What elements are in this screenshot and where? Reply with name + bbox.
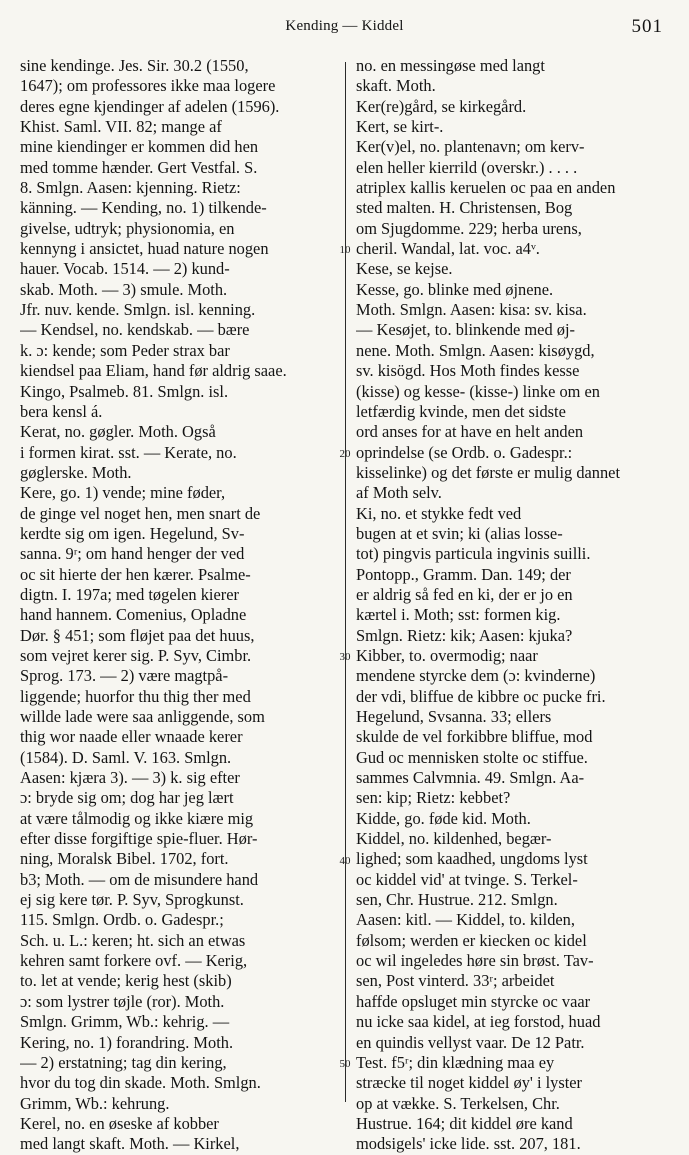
text-line: känning. — Kending, no. 1) tilkende-	[20, 198, 267, 218]
text-line: bera kensl á.	[20, 401, 103, 421]
text-line: thig wor naade eller wnaade kerer	[20, 727, 243, 747]
right-column	[356, 56, 674, 1155]
text-line: nene. Moth. Smlgn. Aasen: kisøygd,	[356, 340, 595, 360]
text-line: letfærdig kvinde, men det sidste	[356, 401, 566, 421]
text-line: Gud oc mennisken stolte oc stiffue.	[356, 747, 588, 767]
text-line: no. en messingøse med langt	[356, 56, 545, 75]
text-line: k. ɔ: kende; som Peder strax bar	[20, 340, 230, 360]
text-line: som vejret kerer sig. P. Syv, Cimbr.	[20, 645, 252, 665]
text-line: ɔ: som lystrer tøjle (ror). Moth.	[20, 991, 225, 1011]
text-line: Ker(v)el, no. plantenavn; om kerv-	[356, 137, 585, 157]
line-number-marker: 10	[339, 244, 351, 257]
text-line: nu icke saa kidel, at ieg forstod, huad	[356, 1012, 601, 1032]
text-line: hauer. Vocab. 1514. — 2) kund-	[20, 259, 230, 279]
page-number: 501	[631, 16, 663, 37]
text-line: der vdi, bliffue de kibbre oc pucke fri.	[356, 686, 606, 706]
text-line: Kert, se kirt-.	[356, 117, 444, 137]
text-line: — 2) erstatning; tag din kering,	[20, 1052, 227, 1072]
text-line: Dør. § 451; som fløjet paa det huus,	[20, 625, 255, 645]
text-line: (kisse) og kesse- (kisse-) linke om en	[356, 381, 600, 401]
text-line: Jfr. nuv. kende. Smlgn. isl. kenning.	[20, 300, 256, 320]
column-divider	[345, 62, 346, 1102]
text-line: kehren samt forkere ovf. — Kerig,	[20, 951, 248, 971]
text-line: i formen kirat. sst. — Kerate, no.	[20, 442, 237, 462]
text-line: ord anses for at have en helt anden	[356, 422, 584, 442]
text-line: 115. Smlgn. Ordb. o. Gadespr.;	[20, 910, 224, 930]
text-line: gøglerske. Moth.	[20, 462, 132, 482]
text-line: Aasen: kjæra 3). — 3) k. sig efter	[20, 768, 240, 788]
line-number-marker: 30	[339, 651, 351, 664]
text-line: at være tålmodig og ikke kiære mig	[20, 808, 254, 828]
text-line: to. let at vende; kerig hest (skib)	[20, 971, 232, 991]
text-line: elen heller kierrild (overskr.) . . . .	[356, 157, 578, 177]
text-line: Aasen: kitl. — Kiddel, to. kilden,	[356, 910, 575, 930]
text-line: Kerel, no. en øseske af kobber	[20, 1113, 219, 1133]
text-line: sammes Calvmnia. 49. Smlgn. Aa-	[356, 768, 585, 788]
text-line: med tomme hænder. Gert Vestfal. S.	[20, 157, 258, 177]
text-line: 1647); om professores ikke maa logere	[20, 76, 276, 96]
text-line: willde lade were saa anliggende, som	[20, 707, 265, 726]
text-line: Khist. Saml. VII. 82; mange af	[20, 117, 222, 137]
text-line: deres egne kjendinger af adelen (1596).	[20, 96, 280, 116]
text-line: Hustrue. 164; dit kiddel øre kand	[356, 1113, 573, 1133]
text-line: Kesse, go. blinke med øjnene.	[356, 279, 554, 299]
text-line: Kese, se kejse.	[356, 259, 453, 279]
text-line: hvor du tog din skade. Moth. Smlgn.	[20, 1073, 261, 1093]
text-line: kisselinke) og det første er mulig dannet	[356, 462, 621, 482]
text-line: givelse, udtryk; physionomia, en	[20, 218, 235, 238]
text-line: Moth. Smlgn. Aasen: kisa: sv. kisa.	[356, 300, 587, 320]
running-title: Kending — Kiddel	[285, 18, 404, 34]
text-line: Kere, go. 1) vende; mine føder,	[20, 483, 226, 503]
text-line: b3; Moth. — om de misundere hand	[20, 869, 259, 889]
line-number-marker: 50	[339, 1058, 351, 1071]
text-line: sen, Chr. Hustrue. 212. Smlgn.	[356, 890, 558, 910]
text-line: kerdte sig om igen. Hegelund, Sv-	[20, 523, 245, 543]
text-line: hand hannem. Comenius, Opladne	[20, 605, 247, 625]
text-line: skab. Moth. — 3) smule. Moth.	[20, 279, 228, 299]
text-line: stræcke til noget kiddel øy' i lyster	[356, 1073, 583, 1093]
text-line: Smlgn. Rietz: kik; Aasen: kjuka?	[356, 625, 573, 645]
text-line: Hegelund, Svsanna. 33; ellers	[356, 707, 552, 726]
text-line: følsom; werden er kiecken oc kidel	[356, 930, 587, 950]
text-line: Kering, no. 1) forandring. Moth.	[20, 1032, 234, 1052]
line-number-marker: 40	[339, 854, 351, 867]
text-line: ɔ: bryde sig om; dog har jeg lært	[20, 788, 234, 808]
text-line: modsigels' icke lide. sst. 207, 181.	[356, 1134, 581, 1154]
text-line: sted malten. H. Christensen, Bog	[356, 198, 573, 218]
text-line: oc sit hierte der hen kærer. Psalme-	[20, 564, 251, 584]
text-line: sen: kip; Rietz: kebbet?	[356, 788, 511, 808]
text-line: lighed; som kaadhed, ungdoms lyst	[356, 849, 588, 869]
text-line: Smlgn. Grimm, Wb.: kehrig. —	[20, 1012, 230, 1032]
text-line: de ginge vel noget hen, men snart de	[20, 503, 261, 523]
text-line: Kidde, go. føde kid. Moth.	[356, 808, 531, 828]
text-line: Ker(re)gård, se kirkegård.	[356, 96, 527, 116]
line-number-marker: 20	[339, 447, 351, 460]
text-line: skaft. Moth.	[356, 76, 436, 96]
text-line: bugen at et svin; ki (alias losse-	[356, 523, 563, 543]
text-line: oprindelse (se Ordb. o. Gadespr.:	[356, 442, 573, 462]
text-line: skulde de vel forkibbre bliffue, mod	[356, 727, 593, 747]
text-line: ej sig kere tør. P. Syv, Sprogkunst.	[20, 890, 244, 910]
text-line: efter disse forgiftige spie-fluer. Hør-	[20, 829, 258, 849]
left-column	[20, 56, 338, 1155]
text-line: Ki, no. et stykke fedt ved	[356, 503, 522, 523]
text-line: sine kendinge. Jes. Sir. 30.2 (1550,	[20, 56, 249, 75]
text-line: (1584). D. Saml. V. 163. Smlgn.	[20, 747, 232, 767]
text-line: haffde opsluget min styrcke oc vaar	[356, 991, 591, 1011]
running-head	[20, 16, 669, 40]
text-line: en quindis vellyst vaar. De 12 Patr.	[356, 1032, 585, 1052]
text-line: Sprog. 173. — 2) være magtpå-	[20, 666, 229, 686]
text-line: Test. f5ʳ; din klædning maa ey	[356, 1052, 555, 1072]
text-line: ning, Moralsk Bibel. 1702, fort.	[20, 849, 229, 869]
text-line: oc kiddel vid' at tvinge. S. Terkel-	[356, 869, 578, 889]
text-line: liggende; huorfor thu thig ther med	[20, 686, 251, 706]
text-line: mine kiendinger er kommen did hen	[20, 137, 259, 157]
text-line: tot) pingvis particula ingvinis suilli.	[356, 544, 591, 564]
text-line: Sch. u. L.: keren; ht. sich an etwas	[20, 930, 246, 950]
text-line: Kiddel, no. kildenhed, begær-	[356, 829, 552, 849]
text-line: sv. kisögd. Hos Moth findes kesse	[356, 361, 580, 381]
text-line: med langt skaft. Moth. — Kirkel,	[20, 1134, 240, 1154]
text-line: sanna. 9ʳ; om hand henger der ved	[20, 544, 245, 564]
text-line: op at vække. S. Terkelsen, Chr.	[356, 1093, 560, 1113]
text-line: af Moth selv.	[356, 483, 442, 503]
text-line: digtn. I. 197a; med tøgelen kierer	[20, 584, 239, 604]
text-line: Kibber, to. overmodig; naar	[356, 645, 538, 665]
text-line: atriplex kallis keruelen oc paa en anden	[356, 178, 616, 198]
text-line: er aldrig så fed en ki, der er jo en	[356, 584, 573, 604]
text-line: — Kesøjet, to. blinkende med øj-	[356, 320, 575, 340]
text-line: — Kendsel, no. kendskab. — bære	[20, 320, 250, 340]
text-line: Grimm, Wb.: kehrung.	[20, 1093, 170, 1113]
text-line: kærtel i. Moth; sst: formen kig.	[356, 605, 561, 625]
text-line: kennyng i ansictet, huad nature nogen	[20, 239, 269, 259]
text-line: oc wil ingeledes høre sin brøst. Tav-	[356, 951, 594, 971]
text-line: Kerat, no. gøgler. Moth. Også	[20, 422, 216, 442]
text-line: 8. Smlgn. Aasen: kjenning. Rietz:	[20, 178, 241, 198]
text-line: mendene styrcke dem (ɔ: kvinderne)	[356, 666, 596, 686]
text-line: sen, Post vinterd. 33ʳ; arbeidet	[356, 971, 555, 991]
text-line: kiendsel paa Eliam, hand før aldrig saae.	[20, 361, 287, 381]
text-line: Kingo, Psalmeb. 81. Smlgn. isl.	[20, 381, 229, 401]
text-line: cheril. Wandal, lat. voc. a4ᵛ.	[356, 239, 540, 259]
text-line: Pontopp., Gramm. Dan. 149; der	[356, 564, 571, 584]
text-line: om Sjugdomme. 229; herba urens,	[356, 218, 582, 238]
